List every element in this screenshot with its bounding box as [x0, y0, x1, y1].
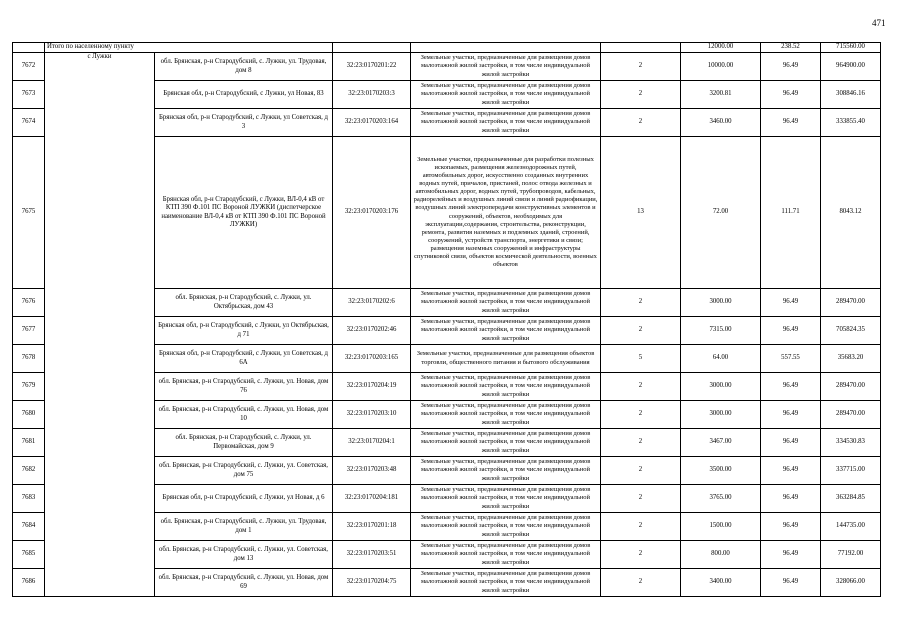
row-group: 2	[601, 109, 681, 137]
row-rate: 96.49	[761, 569, 821, 597]
row-area: 3765.00	[681, 485, 761, 513]
row-cadastral-value: 77192.00	[821, 541, 881, 569]
row-group: 2	[601, 289, 681, 317]
row-cadastral-value: 35683.20	[821, 345, 881, 373]
row-cadastral-number: 32:23:0170204:181	[333, 485, 411, 513]
row-cadastral-value: 363284.85	[821, 485, 881, 513]
row-cadastral-number: 32:23:0170203:10	[333, 401, 411, 429]
row-number: 7680	[13, 401, 45, 429]
row-cadastral-value: 289470.00	[821, 401, 881, 429]
row-area: 3460.00	[681, 109, 761, 137]
row-area: 64.00	[681, 345, 761, 373]
row-address: обл. Брянская, р-н Стародубский, с. Лужки, ул. Первомайская, дом 9	[155, 429, 333, 457]
total-no-cell	[13, 43, 45, 53]
row-area: 72.00	[681, 137, 761, 289]
total-value: 715560.00	[821, 43, 881, 53]
row-rate: 96.49	[761, 541, 821, 569]
row-land-use: Земельные участки, предназначенные для размещения домов малоэтажной жилой застройки, в том числе индивидуальной жилой застройки	[411, 53, 601, 81]
row-group: 2	[601, 457, 681, 485]
row-cadastral-value: 337715.00	[821, 457, 881, 485]
row-rate: 96.49	[761, 429, 821, 457]
row-land-use: Земельные участки, предназначенные для размещения домов малоэтажной жилой застройки, в том числе индивидуальной жилой застройки	[411, 485, 601, 513]
row-area: 7315.00	[681, 317, 761, 345]
row-cadastral-value: 8043.12	[821, 137, 881, 289]
row-address: обл. Брянская, р-н Стародубский, с. Лужки, ул. Трудовая, дом 1	[155, 513, 333, 541]
row-rate: 96.49	[761, 317, 821, 345]
row-number: 7685	[13, 541, 45, 569]
row-area: 10000.00	[681, 53, 761, 81]
row-rate: 96.49	[761, 457, 821, 485]
row-number: 7679	[13, 373, 45, 401]
row-group: 2	[601, 513, 681, 541]
total-rate: 238.52	[761, 43, 821, 53]
row-cadastral-number: 32:23:0170203:164	[333, 109, 411, 137]
table-row	[13, 53, 881, 81]
row-address: обл. Брянская, р-н Стародубский, с. Лужки, ул. Советская, дом 13	[155, 541, 333, 569]
row-address: Брянская обл, р-н Стародубский, с Лужки, ул Советская, д 6А	[155, 345, 333, 373]
row-number: 7677	[13, 317, 45, 345]
row-number: 7673	[13, 81, 45, 109]
cadastral-value-table	[12, 42, 881, 597]
row-group: 2	[601, 429, 681, 457]
row-area: 3000.00	[681, 401, 761, 429]
row-land-use: Земельные участки, предназначенные для размещения домов малоэтажной жилой застройки, в том числе индивидуальной жилой застройки	[411, 513, 601, 541]
row-address: Брянская обл, р-н Стародубский, с Лужки, ул Новая, д 6	[155, 485, 333, 513]
row-land-use: Земельные участки, предназначенные для размещения домов малоэтажной жилой застройки, в том числе индивидуальной жилой застройки	[411, 109, 601, 137]
row-group: 2	[601, 53, 681, 81]
row-cadastral-number: 32:23:0170202:6	[333, 289, 411, 317]
row-group: 2	[601, 569, 681, 597]
locality-name: с Лужки	[45, 53, 155, 597]
row-group: 2	[601, 401, 681, 429]
row-group: 2	[601, 317, 681, 345]
row-rate: 96.49	[761, 289, 821, 317]
row-address: Брянская обл, р-н Стародубский, с Лужки, ул Октябрьская, д 71	[155, 317, 333, 345]
row-cadastral-value: 289470.00	[821, 373, 881, 401]
row-cadastral-value: 328066.00	[821, 569, 881, 597]
row-number: 7672	[13, 53, 45, 81]
total-label: Итого по населенному пункту	[45, 43, 333, 53]
row-land-use: Земельные участки, предназначенные для размещения домов малоэтажной жилой застройки, в том числе индивидуальной жилой застройки	[411, 81, 601, 109]
row-address: Брянская обл, р-н Стародубский, с Лужки, ул Новая, 83	[155, 81, 333, 109]
row-group: 2	[601, 485, 681, 513]
row-group: 2	[601, 541, 681, 569]
row-number: 7676	[13, 289, 45, 317]
row-cadastral-number: 32:23:0170201:22	[333, 53, 411, 81]
row-number: 7684	[13, 513, 45, 541]
total-area: 12000.00	[681, 43, 761, 53]
row-address: обл. Брянская, р-н Стародубский, с. Лужки, ул. Новая, дом 10	[155, 401, 333, 429]
row-cadastral-value: 308846.16	[821, 81, 881, 109]
row-address: обл. Брянская, р-н Стародубский, с. Лужки, ул. Октябрьская, дом 43	[155, 289, 333, 317]
row-address: обл. Брянская, р-н Стародубский, с. Лужки, ул. Новая, дом 76	[155, 373, 333, 401]
row-cadastral-value: 333855.40	[821, 109, 881, 137]
row-rate: 96.49	[761, 53, 821, 81]
row-land-use: Земельные участки, предназначенные для размещения домов малоэтажной жилой застройки, в том числе индивидуальной жилой застройки	[411, 429, 601, 457]
row-rate: 96.49	[761, 81, 821, 109]
row-address: обл. Брянская, р-н Стародубский, с. Лужки, ул. Трудовая, дом 8	[155, 53, 333, 81]
row-area: 3467.00	[681, 429, 761, 457]
total-use-cell	[411, 43, 601, 53]
row-cadastral-value: 705824.35	[821, 317, 881, 345]
table-body	[13, 43, 881, 597]
row-cadastral-number: 32:23:0170202:46	[333, 317, 411, 345]
row-cadastral-number: 32:23:0170204:75	[333, 569, 411, 597]
row-number: 7675	[13, 137, 45, 289]
row-cadastral-number: 32:23:0170204:19	[333, 373, 411, 401]
row-rate: 111.71	[761, 137, 821, 289]
row-land-use: Земельные участки, предназначенные для размещения объектов торговли, общественного питания и бытового обслуживания	[411, 345, 601, 373]
row-number: 7681	[13, 429, 45, 457]
row-address: обл. Брянская, р-н Стародубский, с. Лужки, ул. Новая, дом 69	[155, 569, 333, 597]
row-cadastral-value: 334530.83	[821, 429, 881, 457]
row-cadastral-number: 32:23:0170203:165	[333, 345, 411, 373]
row-cadastral-value: 964900.00	[821, 53, 881, 81]
row-land-use: Земельные участки, предназначенные для размещения домов малоэтажной жилой застройки, в том числе индивидуальной жилой застройки	[411, 569, 601, 597]
row-rate: 96.49	[761, 513, 821, 541]
row-cadastral-number: 32:23:0170201:18	[333, 513, 411, 541]
row-area: 3000.00	[681, 289, 761, 317]
row-area: 3200.81	[681, 81, 761, 109]
row-cadastral-number: 32:23:0170204:1	[333, 429, 411, 457]
row-land-use: Земельные участки, предназначенные для разработки полезных ископаемых, размещения железнодорожных путей, автомобильных дорог, искусственно созданных внутренних водных путей, причалов, пристаней, полос отвода железных и автомобильных дорог, водных путей, трубопроводов, кабельных, радиорелейных и воздушных линий связи и линий радиофикации, воздушных линий электропередачи конструктивных элементов и сооружений, объектов, необходимых для эксплуатации,содержания, строительства, реконструкции, ремонта, развития наземных и подземных зданий, строений, сооружений, устройств транспорта, энергетики и связи; размещения наземных сооружений и инфраструктуры спутниковой связи, объектов космической деятельности, военных объектов	[411, 137, 601, 289]
row-cadastral-value: 289470.00	[821, 289, 881, 317]
row-land-use: Земельные участки, предназначенные для размещения домов малоэтажной жилой застройки, в том числе индивидуальной жилой застройки	[411, 317, 601, 345]
row-number: 7686	[13, 569, 45, 597]
page-number: 471	[872, 18, 886, 28]
row-address: обл. Брянская, р-н Стародубский, с. Лужки, ул. Советская, дом 75	[155, 457, 333, 485]
row-cadastral-number: 32:23:0170203:48	[333, 457, 411, 485]
row-cadastral-number: 32:23:0170203:3	[333, 81, 411, 109]
row-address: Брянская обл, р-н Стародубский, с Лужки, ул Советская, д 3	[155, 109, 333, 137]
row-land-use: Земельные участки, предназначенные для размещения домов малоэтажной жилой застройки, в том числе индивидуальной жилой застройки	[411, 373, 601, 401]
total-cadastre-cell	[333, 43, 411, 53]
row-area: 1500.00	[681, 513, 761, 541]
row-rate: 96.49	[761, 109, 821, 137]
row-number: 7678	[13, 345, 45, 373]
locality-total-row	[13, 43, 881, 53]
row-address: Брянская обл, р-н Стародубский, с Лужки, ВЛ-0,4 кВ от КТП 390 Ф.101 ПС Вороной ЛУЖКИ (диспетчерское наименование ВЛ-0,4 кВ от КТП 390 Ф.101 ПС Вороной ЛУЖКИ)	[155, 137, 333, 289]
row-area: 3500.00	[681, 457, 761, 485]
row-rate: 96.49	[761, 485, 821, 513]
row-land-use: Земельные участки, предназначенные для размещения домов малоэтажной жилой застройки, в том числе индивидуальной жилой застройки	[411, 289, 601, 317]
row-group: 2	[601, 81, 681, 109]
row-cadastral-number: 32:23:0170203:176	[333, 137, 411, 289]
row-rate: 557.55	[761, 345, 821, 373]
row-cadastral-value: 144735.00	[821, 513, 881, 541]
row-group: 2	[601, 373, 681, 401]
row-rate: 96.49	[761, 401, 821, 429]
total-group-cell	[601, 43, 681, 53]
row-land-use: Земельные участки, предназначенные для размещения домов малоэтажной жилой застройки, в том числе индивидуальной жилой застройки	[411, 457, 601, 485]
row-area: 800.00	[681, 541, 761, 569]
row-group: 5	[601, 345, 681, 373]
row-area: 3400.00	[681, 569, 761, 597]
row-land-use: Земельные участки, предназначенные для размещения домов малоэтажной жилой застройки, в том числе индивидуальной жилой застройки	[411, 541, 601, 569]
row-number: 7683	[13, 485, 45, 513]
row-group: 13	[601, 137, 681, 289]
row-land-use: Земельные участки, предназначенные для размещения домов малоэтажной жилой застройки, в том числе индивидуальной жилой застройки	[411, 401, 601, 429]
row-cadastral-number: 32:23:0170203:51	[333, 541, 411, 569]
row-area: 3000.00	[681, 373, 761, 401]
row-rate: 96.49	[761, 373, 821, 401]
row-number: 7682	[13, 457, 45, 485]
row-number: 7674	[13, 109, 45, 137]
